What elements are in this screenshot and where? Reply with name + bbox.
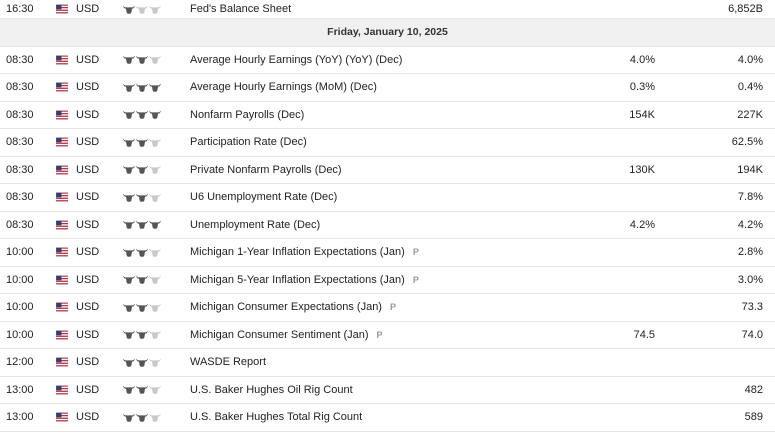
importance-rating (123, 74, 161, 101)
event-currency: USD (76, 53, 100, 66)
importance-rating (123, 267, 161, 294)
event-row[interactable] (0, 404, 775, 432)
event-currency: USD (76, 273, 100, 286)
event-currency: USD (76, 163, 100, 176)
bull-icon (123, 165, 135, 174)
preliminary-badge-icon: P (412, 274, 419, 285)
event-row[interactable] (0, 157, 775, 185)
importance-rating (123, 294, 161, 321)
bull-icon (123, 330, 135, 339)
event-previous: 74.0 (741, 328, 763, 341)
event-previous: 7.8% (737, 191, 763, 204)
event-currency: USD (76, 328, 100, 341)
event-row[interactable] (0, 239, 775, 267)
bull-icon (123, 385, 135, 394)
us-flag-icon (56, 55, 68, 64)
event-row[interactable] (0, 377, 775, 405)
event-time: 10:00 (6, 301, 34, 314)
importance-rating (123, 129, 161, 156)
bull-icon (136, 110, 148, 119)
bull-icon (136, 275, 148, 284)
event-previous: 589 (744, 411, 763, 424)
event-row[interactable] (0, 267, 775, 295)
bull-icon (123, 358, 135, 367)
event-time: 13:00 (6, 411, 34, 424)
event-time: 12:00 (6, 356, 34, 369)
us-flag-icon (56, 110, 68, 119)
bull-icon (149, 110, 161, 119)
bull-icon (136, 193, 148, 202)
event-name-cell[interactable] (190, 74, 377, 101)
bull-icon (136, 303, 148, 312)
event-name[interactable]: U.S. Baker Hughes Oil Rig Count (190, 383, 353, 396)
event-name-cell[interactable] (190, 157, 342, 184)
event-row[interactable] (0, 322, 775, 350)
bull-icon (149, 358, 161, 367)
bull-icon (123, 413, 135, 422)
event-currency: USD (76, 356, 100, 369)
event-name-cell[interactable] (190, 404, 362, 431)
bull-icon (136, 165, 148, 174)
bull-icon (149, 248, 161, 257)
event-name[interactable]: Average Hourly Earnings (MoM) (Dec) (190, 81, 377, 94)
event-actual: 4.0% (629, 53, 655, 66)
bull-icon (149, 385, 161, 394)
event-name[interactable]: Fed's Balance Sheet (190, 3, 292, 15)
us-flag-icon (56, 413, 68, 422)
bull-icon (149, 138, 161, 147)
date-header: Friday, January 10, 2025 (327, 26, 448, 39)
event-currency: USD (76, 218, 100, 231)
bull-icon (136, 5, 148, 14)
bull-icon (123, 275, 135, 284)
event-name-cell[interactable] (190, 349, 266, 376)
bull-icon (123, 220, 135, 229)
event-previous: 62.5% (731, 136, 763, 149)
event-row[interactable] (0, 349, 775, 377)
event-time: 16:30 (6, 3, 34, 15)
event-time: 13:00 (6, 383, 34, 396)
event-name[interactable]: Michigan 5-Year Inflation Expectations (Jan) (190, 273, 405, 286)
event-previous: 3.0% (737, 273, 763, 286)
importance-rating (123, 404, 161, 431)
bull-icon (149, 165, 161, 174)
event-name[interactable]: Participation Rate (Dec) (190, 136, 307, 149)
event-name[interactable]: U6 Unemployment Rate (Dec) (190, 191, 338, 204)
event-name-cell[interactable] (190, 239, 419, 266)
event-currency: USD (76, 383, 100, 396)
event-previous: 194K (737, 163, 763, 176)
event-time: 08:30 (6, 136, 34, 149)
event-time: 08:30 (6, 191, 34, 204)
event-row[interactable] (0, 102, 775, 130)
event-time: 10:00 (6, 273, 34, 286)
us-flag-icon (56, 220, 68, 229)
importance-rating (123, 349, 161, 376)
importance-rating (123, 377, 161, 404)
importance-rating (123, 0, 161, 18)
event-name-cell[interactable] (190, 0, 291, 18)
bull-icon (123, 193, 135, 202)
preliminary-badge-icon: P (376, 329, 383, 340)
event-name-cell[interactable] (190, 267, 419, 294)
importance-rating (123, 212, 161, 239)
event-name[interactable]: Average Hourly Earnings (YoY) (YoY) (Dec) (190, 53, 403, 66)
event-name-cell[interactable] (190, 129, 307, 156)
bull-icon (136, 138, 148, 147)
us-flag-icon (56, 330, 68, 339)
bull-icon (136, 413, 148, 422)
event-previous: 227K (737, 108, 763, 121)
event-time: 10:00 (6, 328, 34, 341)
event-previous: 6,852B (728, 3, 763, 15)
event-name[interactable]: U.S. Baker Hughes Total Rig Count (190, 411, 363, 424)
event-row[interactable] (0, 0, 775, 19)
bull-icon (149, 83, 161, 92)
bull-icon (123, 248, 135, 257)
importance-rating (123, 157, 161, 184)
us-flag-icon (56, 165, 68, 174)
event-previous: 0.4% (737, 81, 763, 94)
us-flag-icon (56, 138, 68, 147)
event-name-cell[interactable] (190, 184, 337, 211)
event-name-cell[interactable] (190, 212, 320, 239)
event-currency: USD (76, 108, 100, 121)
bull-icon (136, 330, 148, 339)
us-flag-icon (56, 193, 68, 202)
event-time: 08:30 (6, 163, 34, 176)
event-row[interactable] (0, 47, 775, 75)
event-currency: USD (76, 246, 100, 259)
bull-icon (123, 303, 135, 312)
bull-icon (123, 5, 135, 14)
us-flag-icon (56, 248, 68, 257)
bull-icon (136, 220, 148, 229)
us-flag-icon (56, 275, 68, 284)
event-name-cell[interactable] (190, 322, 383, 349)
bull-icon (136, 248, 148, 257)
bull-icon (136, 385, 148, 394)
date-header-row (0, 19, 775, 47)
event-name[interactable]: Michigan Consumer Sentiment (Jan) (190, 328, 369, 341)
event-previous: 4.0% (737, 53, 763, 66)
bull-icon (123, 83, 135, 92)
event-row[interactable] (0, 129, 775, 157)
event-currency: USD (76, 411, 100, 424)
event-name[interactable]: Private Nonfarm Payrolls (Dec) (190, 163, 342, 176)
bull-icon (149, 193, 161, 202)
us-flag-icon (56, 303, 68, 312)
event-previous: 2.8% (737, 246, 763, 259)
event-name-cell[interactable] (190, 377, 353, 404)
bull-icon (123, 55, 135, 64)
event-name[interactable]: WASDE Report (190, 356, 267, 369)
preliminary-badge-icon: P (412, 247, 419, 258)
bull-icon (123, 138, 135, 147)
event-currency: USD (76, 301, 100, 314)
event-actual: 130K (629, 163, 655, 176)
event-name-cell[interactable] (190, 47, 402, 74)
event-time: 08:30 (6, 53, 34, 66)
event-currency: USD (76, 3, 100, 15)
event-actual: 154K (629, 108, 655, 121)
event-name-cell[interactable] (190, 102, 304, 129)
event-name[interactable]: Michigan Consumer Expectations (Jan) (190, 301, 382, 314)
us-flag-icon (56, 385, 68, 394)
bull-icon (149, 220, 161, 229)
event-row[interactable] (0, 212, 775, 240)
event-name[interactable]: Michigan 1-Year Inflation Expectations (Jan) (190, 246, 405, 259)
event-row[interactable] (0, 184, 775, 212)
bull-icon (149, 5, 161, 14)
importance-rating (123, 102, 161, 129)
event-row[interactable] (0, 294, 775, 322)
event-row[interactable] (0, 74, 775, 102)
event-previous: 482 (744, 383, 763, 396)
event-time: 08:30 (6, 218, 34, 231)
bull-icon (136, 358, 148, 367)
event-time: 08:30 (6, 108, 34, 121)
event-name-cell[interactable] (190, 294, 396, 321)
event-name[interactable]: Nonfarm Payrolls (Dec) (190, 108, 305, 121)
event-previous: 4.2% (737, 218, 763, 231)
bull-icon (123, 110, 135, 119)
event-time: 10:00 (6, 246, 34, 259)
event-currency: USD (76, 81, 100, 94)
bull-icon (149, 413, 161, 422)
bull-icon (149, 303, 161, 312)
importance-rating (123, 184, 161, 211)
bull-icon (149, 275, 161, 284)
event-actual: 4.2% (629, 218, 655, 231)
bull-icon (136, 55, 148, 64)
event-time: 08:30 (6, 81, 34, 94)
importance-rating (123, 322, 161, 349)
importance-rating (123, 47, 161, 74)
us-flag-icon (56, 5, 68, 14)
event-currency: USD (76, 191, 100, 204)
bull-icon (149, 330, 161, 339)
bull-icon (136, 83, 148, 92)
us-flag-icon (56, 83, 68, 92)
event-previous: 73.3 (741, 301, 763, 314)
us-flag-icon (56, 358, 68, 367)
preliminary-badge-icon: P (389, 302, 396, 313)
event-actual: 0.3% (629, 81, 655, 94)
bull-icon (149, 55, 161, 64)
event-actual: 74.5 (633, 328, 655, 341)
event-name[interactable]: Unemployment Rate (Dec) (190, 218, 321, 231)
importance-rating (123, 239, 161, 266)
event-currency: USD (76, 136, 100, 149)
